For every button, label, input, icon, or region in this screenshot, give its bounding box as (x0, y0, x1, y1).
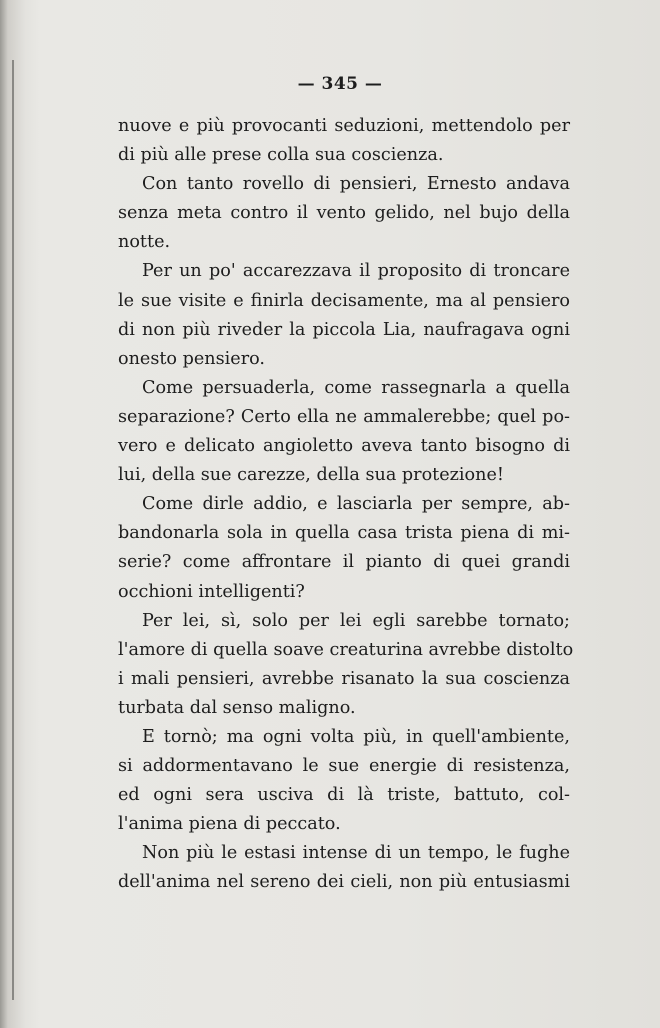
binding-edge (12, 60, 14, 1000)
text-line: le sue visite e finirla decisamente, ma al pensiero (118, 290, 570, 311)
text-line: Per un po' accarezzava il proposito di troncare (142, 261, 570, 282)
text-line: Per lei, sì, solo per lei egli sarebbe tornato; (142, 610, 570, 631)
text-line: di più alle prese colla sua coscienza. (118, 145, 444, 166)
text-line: vero e delicato angioletto aveva tanto bisogno di (118, 436, 570, 457)
text-line: E tornò; ma ogni volta più, in quell'ambiente, (142, 726, 570, 747)
text-line: l'amore di quella soave creaturina avrebbe distolto (118, 639, 574, 660)
text-line: Come dirle addio, e lasciarla per sempre, ab- (142, 494, 570, 515)
body-text (118, 112, 574, 898)
text-line: dell'anima nel sereno dei cieli, non più entusiasmi (118, 872, 570, 893)
text-line: i mali pensieri, avrebbe risanato la sua coscienza (118, 668, 570, 689)
text-line: bandonarla sola in quella casa trista piena di mi- (118, 523, 570, 544)
text-line: l'anima piena di peccato. (118, 814, 341, 835)
text-line: turbata dal senso maligno. (118, 697, 356, 718)
text-line: di non più riveder la piccola Lia, naufragava ogni (118, 319, 570, 340)
text-line: si addormentavano le sue energie di resistenza, (118, 756, 570, 777)
text-line: lui, della sue carezze, della sua protezione! (118, 465, 504, 486)
text-line: ed ogni sera usciva di là triste, battuto, col- (118, 785, 570, 806)
text-line: senza meta contro il vento gelido, nel bujo della (118, 203, 570, 224)
text-line: Come persuaderla, come rassegnarla a quella (142, 377, 570, 398)
text-line: serie? come affrontare il pianto di quei grandi (118, 552, 570, 573)
text-line: Non più le estasi intense di un tempo, le fughe (142, 843, 570, 864)
text-line: nuove e più provocanti seduzioni, mettendolo per (118, 116, 570, 136)
text-line: Con tanto rovello di pensieri, Ernesto andava (142, 174, 570, 195)
text-line: notte. (118, 232, 171, 253)
book-spine-shadow (0, 0, 26, 1028)
text-line: occhioni intelligenti? (118, 581, 305, 602)
text-line: separazione? Certo ella ne ammalerebbe; quel po- (118, 406, 570, 427)
page-number: — 345 — (297, 74, 383, 94)
text-line: onesto pensiero. (118, 348, 265, 369)
